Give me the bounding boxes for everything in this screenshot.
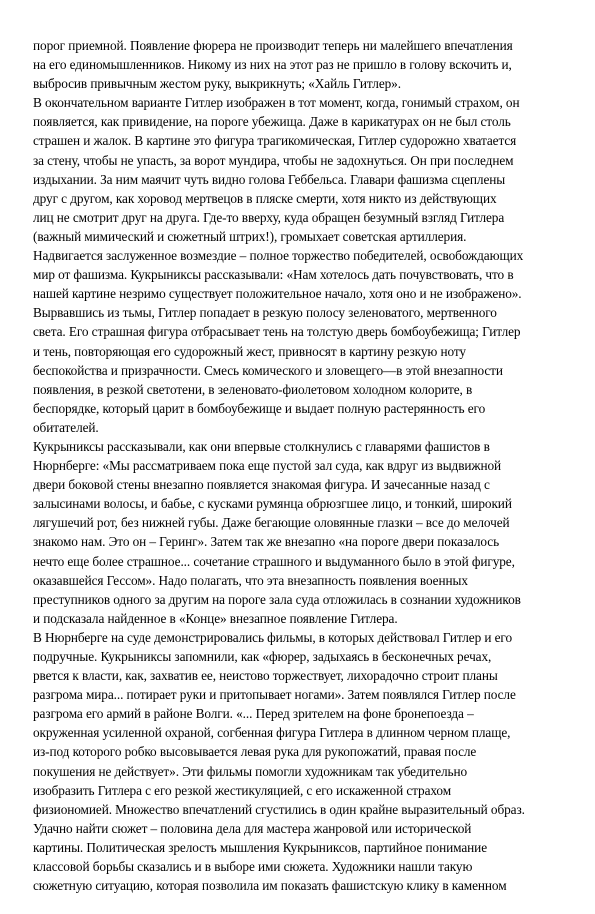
text-line: В Нюрнберге на суде демонстрировались фильмы, в которых действовал Гитлер и его xyxy=(33,629,512,645)
text-line: изобразить Гитлера с его резкой жестикуляцией, с его искаженной страхом xyxy=(33,782,452,798)
text-line: обитателей. xyxy=(33,419,99,435)
text-line: за стену, чтобы не упасть, за ворот мундира, чтобы не задохнуться. Он при последнем xyxy=(33,152,514,168)
text-line: классовой борьбы сказались и в выборе ими сюжета. Художники нашли такую xyxy=(33,859,473,875)
text-line: и подсказала найденное в «Конце» внезапное появление Гитлера. xyxy=(33,610,398,626)
text-line: из-под которого робко высовывается левая рука для рукопожатий, правая после xyxy=(33,744,477,760)
text-line: Надвигается заслуженное возмездие – полное торжество победителей, освобождающих xyxy=(33,248,524,264)
text-line: Удачно найти сюжет – половина дела для мастера жанровой или исторической xyxy=(33,820,472,836)
text-line: оказавшейся Гессом». Надо полагать, что эта внезапность появления военных xyxy=(33,572,468,588)
text-line: лягушечий рот, без нижней губы. Даже бегающие оловянные глазки – все до мелочей xyxy=(33,515,510,531)
text-line: преступников одного за другим на пороге зала суда отложилась в сознании художников xyxy=(33,591,521,607)
text-line: и тень, повторяющая его судорожный жест, привносят в картину резкую ноту xyxy=(33,343,466,359)
text-line: мир от фашизма. Кукрыниксы рассказывали: «Нам хотелось дать почувствовать, что в xyxy=(33,267,514,283)
text-line xyxy=(33,895,561,914)
text-line: беспокойства и призрачности. Смесь комического и зловещего—в этой внезапности xyxy=(33,362,503,378)
text-line: Кукрыниксы рассказывали, как они впервые столкнулись с главарями фашистов в xyxy=(33,438,490,454)
text-line: Нюрнберге: «Мы рассматриваем пока еще пустой зал суда, как вдруг из выдвижной xyxy=(33,458,502,474)
text-line: картины. Политическая зрелость мышления Кукрыниксов, партийное понимание xyxy=(33,839,487,855)
text-line: разгрома мира... потирает руки и притопывает ногами». Затем появлялся Гитлер после xyxy=(33,687,516,703)
text-line: друг с другом, как хоровод мертвецов в пляске смерти, хотя никто из действующих xyxy=(33,190,497,206)
text-line: появляется, как привидение, на пороге убежища. Даже в карикатурах он не был столь xyxy=(33,114,511,130)
text-line: появления, в резкой светотени, в зеленовато-фиолетовом холодном колорите, в xyxy=(33,381,473,397)
text-line: нечто еще более страшное... сочетание страшного и выдуманного было в этой фигуре, xyxy=(33,553,515,569)
text-line: выбросив привычным жестом руку, выкрикнуть; «Хайль Гитлер». xyxy=(33,76,401,92)
text-line: (важный мимический и сюжетный штрих!), громыхает советская артиллерия. xyxy=(33,228,467,244)
text-line: подручные. Кукрыниксы запомнили, как «фюрер, задыхаясь в бесконечных речах, xyxy=(33,649,492,664)
text-line: покушения не действует». Эти фильмы помогли художникам так убедительно xyxy=(33,763,468,779)
text-line: издыхании. За ним маячит чуть видно голова Геббельса. Главари фашизма сцеплены xyxy=(33,171,506,187)
text-line: двери боковой стены внезапно появляется знакомая фигура. И зачесанные назад с xyxy=(33,477,490,493)
text-line: нашей картине незримо существует положительное начало, хотя оно и не изображено». xyxy=(33,286,522,302)
text-line: рвется к власти, как, захватив ее, неистово торжествует, лихорадочно строит планы xyxy=(33,668,498,684)
text-line: света. Его страшная фигура отбрасывает тень на толстую дверь бомбоубежища; Гитлер xyxy=(33,324,521,340)
text-line: сюжетную ситуацию, которая позволила им показать фашистскую клику в каменном xyxy=(33,878,507,894)
document-page xyxy=(33,36,561,914)
text-line: порог приемной. Появление фюрера не производит теперь ни малейшего впечатления xyxy=(33,38,513,53)
text-line: разгрома его армий в районе Волги. «... Перед зрителем на фоне бронепоезда – xyxy=(33,706,474,722)
text-line: В окончательном варианте Гитлер изображен в тот момент, когда, гонимый страхом, он xyxy=(33,95,520,111)
text-line: на его единомышленников. Никому из них на этот раз не пришло в голову вскочить и, xyxy=(33,57,512,73)
text-line: окруженная усиленной охраной, согбенная фигура Гитлера в длинном черном плаще, xyxy=(33,725,511,741)
text-line: страшен и жалок. В картине это фигура трагикомическая, Гитлер судорожно хватается xyxy=(33,133,517,149)
text-line: лиц не смотрит друг на друга. Где-то вверху, куда обращен безумный взгляд Гитлера xyxy=(33,209,505,225)
text-line: беспорядке, который царит в бомбоубежище и выдает полную растерянность его xyxy=(33,400,486,416)
text-line: Вырвавшись из тьмы, Гитлер попадает в резкую полосу зеленоватого, мертвенного xyxy=(33,305,497,321)
text-line: залысинами волосы, и бабье, с кусками румянца обрюзгшее лицо, и тонкий, широкий xyxy=(33,496,512,512)
text-line: знакомо нам. Это он – Геринг». Затем так же внезапно «на пороге двери показалось xyxy=(33,534,500,550)
text-line: физиономией. Множество впечатлений сгустились в один крайне выразительный образ. xyxy=(33,801,525,817)
